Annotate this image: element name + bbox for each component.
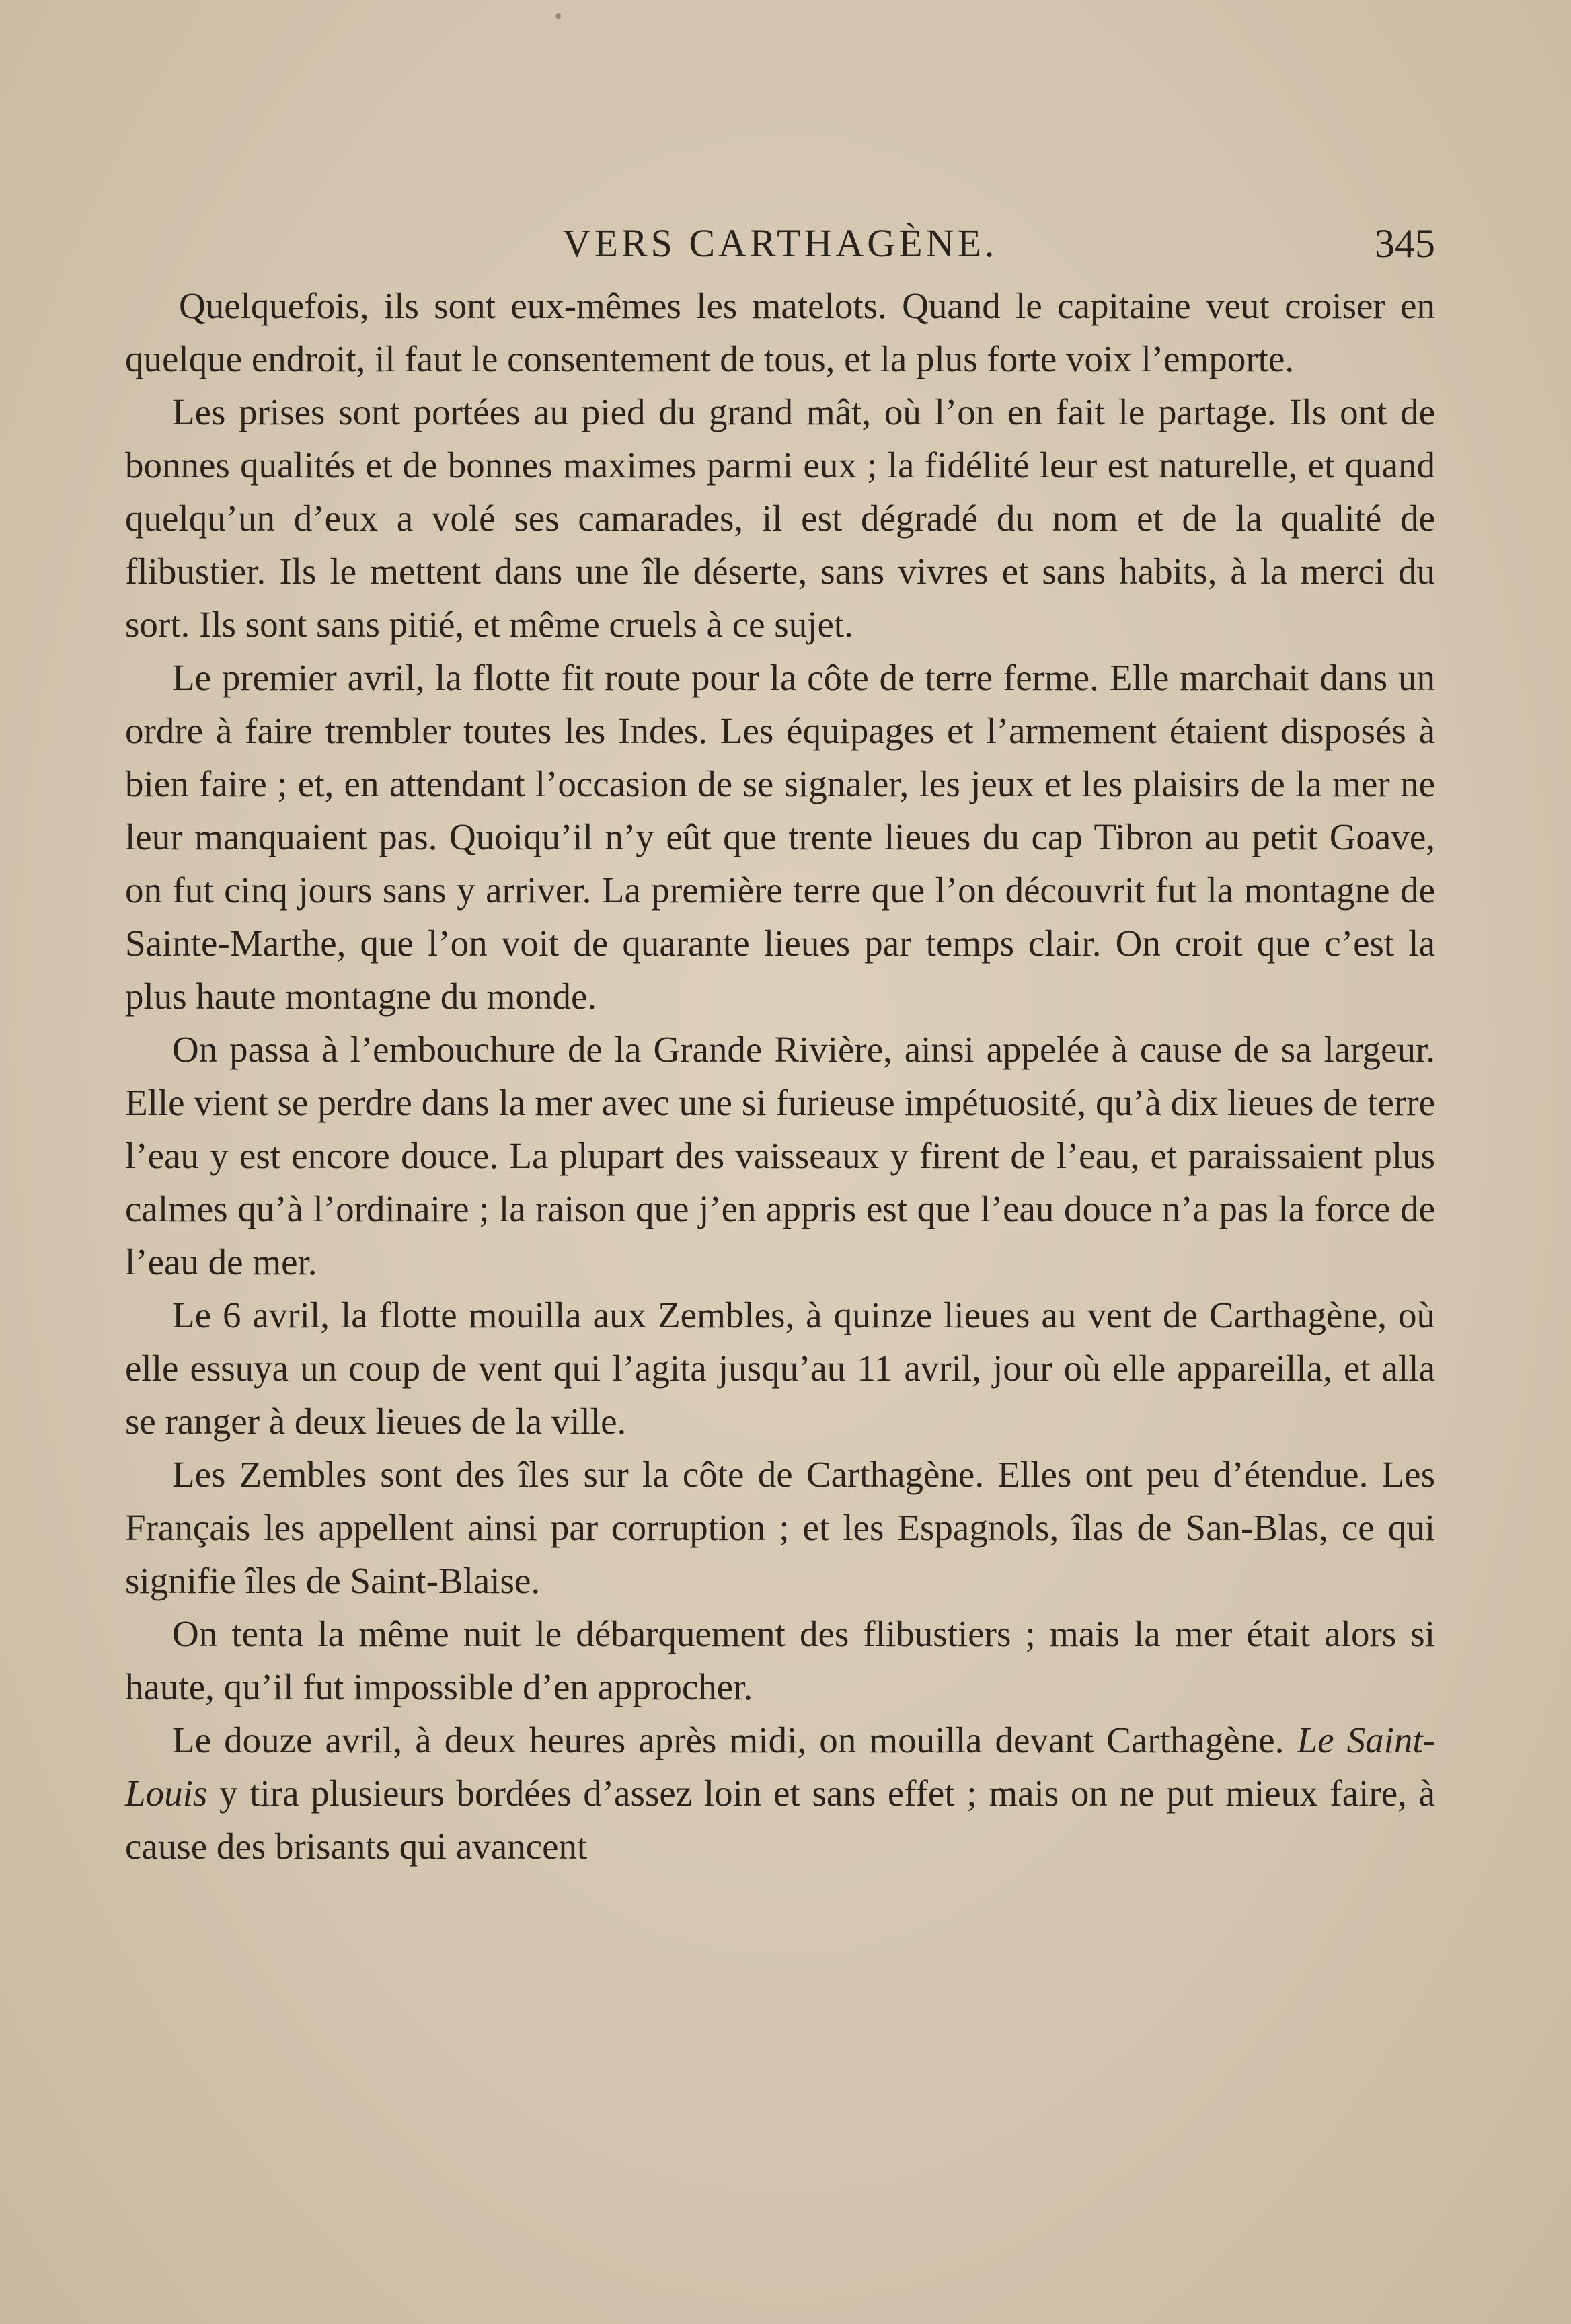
running-title: VERS CARTHAGÈNE. bbox=[562, 221, 998, 265]
body-text bbox=[125, 279, 1435, 1873]
paragraph: Les Zembles sont des îles sur la côte de Carthagène. Elles ont peu d’étendue. Les Français les appellent ainsi par corruption ; et les Espagnols, îlas de San-Blas, ce qui signifie îles de Saint-Blaise. bbox=[125, 1454, 1435, 1601]
paragraph: Le 6 avril, la flotte mouilla aux Zembles, à quinze lieues au vent de Carthagène, où elle essuya un coup de vent qui l’agita jusqu’au 11 avril, jour où elle appareilla, et alla se ranger à deux lieues de la ville. bbox=[125, 1294, 1435, 1442]
ship-name: Le Saint-Louis bbox=[125, 1719, 1435, 1814]
paragraph: Le premier avril, la flotte fit route pour la côte de terre ferme. Elle marchait dans un ordre à faire trembler toutes les Indes. Les équipages et l’armement étaient disposés à bien faire ; et, en attendant l’occasion de se signaler, les jeux et les plaisirs de la mer ne leur manquaient pas. Quoiqu’il n’y eût que trente lieues du cap Tibron au petit Goave, on fut cinq jours sans y arriver. La première terre que l’on découvrit fut la montagne de Sainte-Marthe, que l’on voit de quarante lieues par temps clair. On croit que c’est la plus haute montagne du monde. bbox=[125, 657, 1435, 1017]
paragraph bbox=[125, 1713, 1435, 1873]
text-run: y tira plusieurs bordées d’assez loin et sans effet ; mais on ne put mieux faire, à cause des brisants qui avancent bbox=[125, 1773, 1435, 1867]
page-header bbox=[125, 217, 1435, 270]
paragraph: On passa à l’embouchure de la Grande Rivière, ainsi appelée à cause de sa largeur. Elle vient se perdre dans la mer avec une si furieuse impétuosité, qu’à dix lieues de terre l’eau y est encore douce. La plupart des vaisseaux y firent de l’eau, et paraissaient plus calmes qu’à l’ordinaire ; la raison que j’en appris est que l’eau douce n’a pas la force de l’eau de mer. bbox=[125, 1029, 1435, 1282]
paragraph: On tenta la même nuit le débarquement des flibustiers ; mais la mer était alors si haute, qu’il fut impossible d’en approcher. bbox=[125, 1613, 1435, 1707]
text-run: Le douze avril, à deux heures après midi, on mouilla devant Carthagène. bbox=[172, 1719, 1297, 1760]
page-number: 345 bbox=[1375, 221, 1435, 266]
paragraph: Quelquefois, ils sont eux-mêmes les matelots. Quand le capitaine veut croiser en quelque endroit, il faut le consentement de tous, et la plus forte voix l’emporte. bbox=[125, 285, 1435, 379]
paragraph: Les prises sont portées au pied du grand mât, où l’on en fait le partage. Ils ont de bonnes qualités et de bonnes maximes parmi eux ; la fidélité leur est naturelle, et quand quelqu’un d’eux a volé ses camarades, il est dégradé du nom et de la qualité de flibustier. Ils le mettent dans une île déserte, sans vivres et sans habits, à la merci du sort. Ils sont sans pitié, et même cruels à ce sujet. bbox=[125, 391, 1435, 645]
ink-speck bbox=[555, 13, 561, 19]
